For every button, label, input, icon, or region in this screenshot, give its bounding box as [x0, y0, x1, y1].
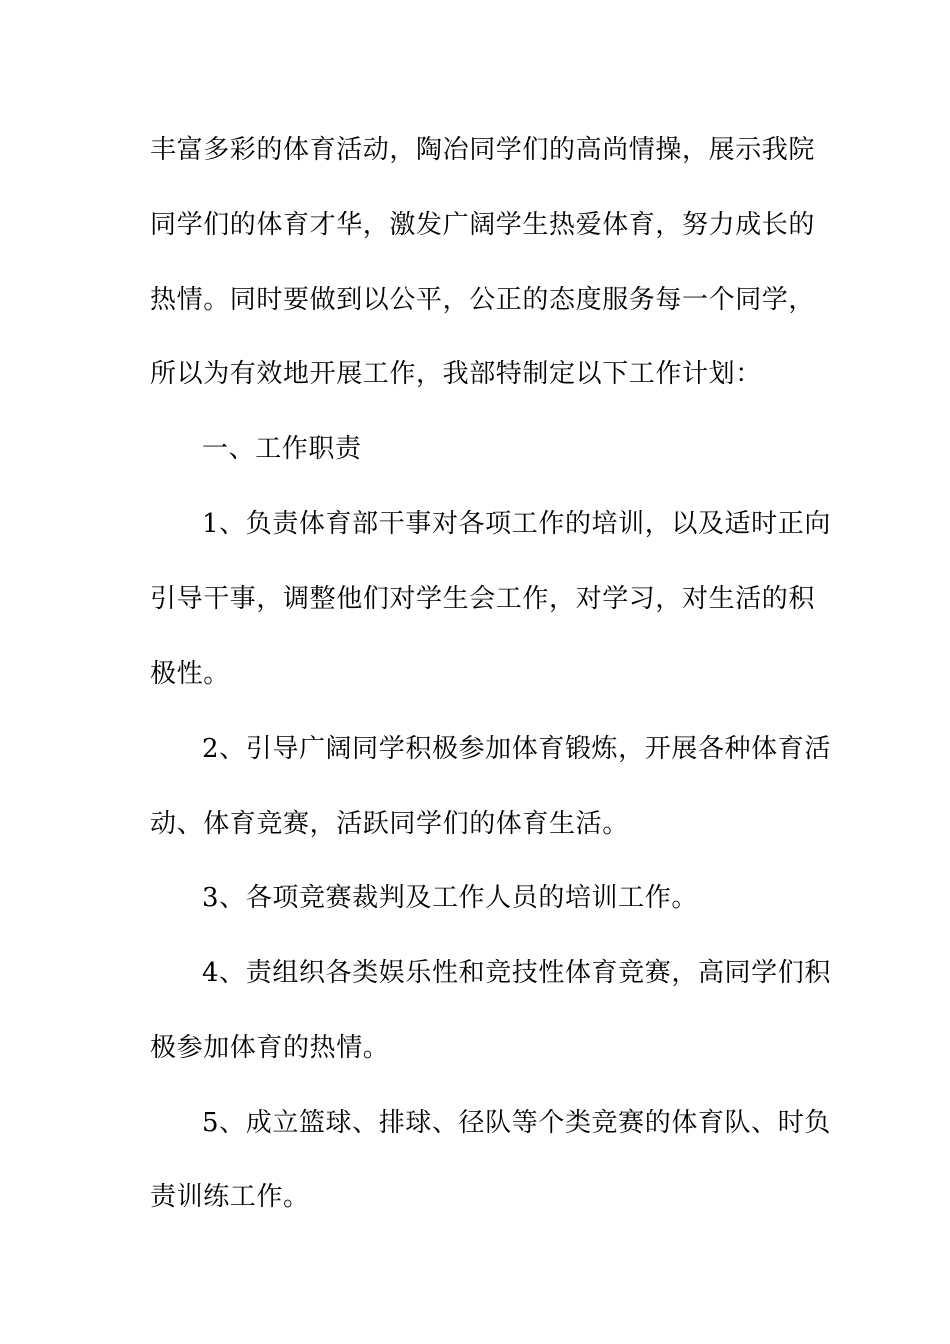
paragraph-line: 动、体育竞赛，活跃同学们的体育生活。 — [150, 809, 629, 839]
paragraph-line: 极参加体育的热情。 — [150, 1033, 390, 1063]
section-heading: 一、工作职责 — [202, 434, 362, 464]
paragraph-line: 所以为有效地开展工作，我部特制定以下工作计划： — [150, 359, 762, 389]
paragraph-line: 丰富多彩的体育活动，陶冶同学们的高尚情操，展示我院 — [150, 135, 816, 165]
paragraph-line: 极性。 — [150, 659, 230, 689]
paragraph-line: 同学们的体育才华，激发广阔学生热爱体育，努力成长的 — [150, 210, 816, 240]
paragraph-line: 4、责组织各类娱乐性和竞技性体育竞赛，高同学们积 — [202, 958, 831, 988]
paragraph-line: 3、各项竞赛裁判及工作人员的培训工作。 — [202, 883, 698, 913]
paragraph-line: 2、引导广阔同学积极参加体育锻炼，开展各种体育活 — [202, 734, 831, 764]
paragraph-line: 引导干事，调整他们对学生会工作，对学习，对生活的积 — [150, 584, 816, 614]
paragraph-line: 1、负责体育部干事对各项工作的培训，以及适时正向 — [202, 509, 831, 539]
paragraph-line: 热情。同时要做到以公平，公正的态度服务每一个同学， — [150, 285, 816, 315]
paragraph-line: 责训练工作。 — [150, 1182, 310, 1212]
paragraph-line: 5、成立篮球、排球、径队等个类竞赛的体育队、时负 — [202, 1108, 831, 1138]
